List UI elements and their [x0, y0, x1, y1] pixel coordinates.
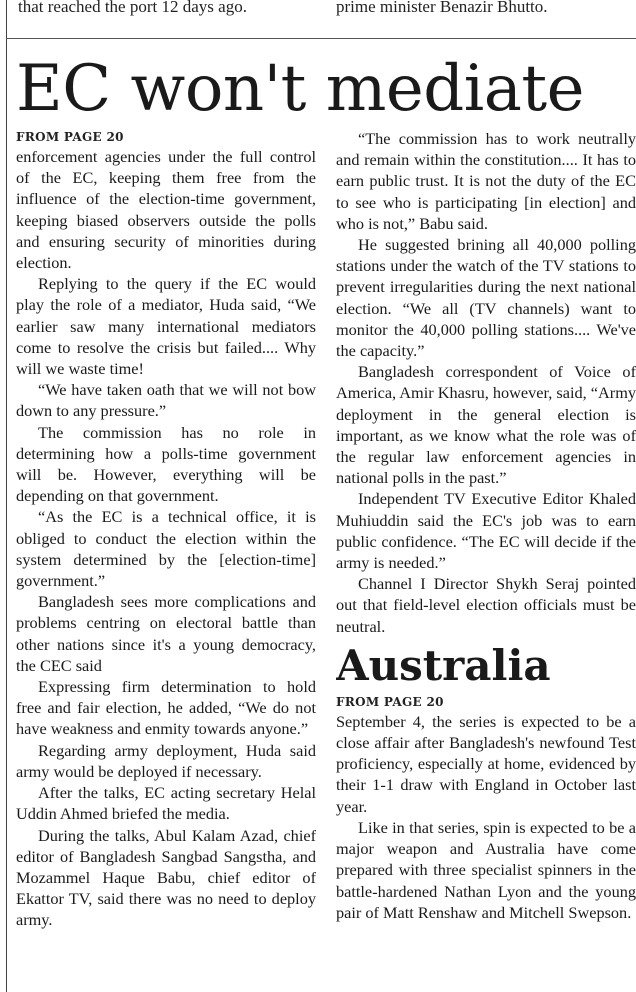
paragraph: Bangladesh correspondent of Voice of America, Amir Khasru, however, said, “Army deployment in the general election is important, as we know what the role was of the regular law enforcement agencies in national polls in the past.” — [336, 362, 636, 488]
paragraph: Like in that series, spin is expected to be a major weapon and Australia have come prepared with three specialist spinners in the battle-hardened Nathan Lyon and the young pair of Matt Renshaw and Mitchell Swepson. — [336, 817, 636, 922]
continuation-kicker: FROM PAGE 20 — [336, 694, 444, 709]
australia-headline: Australia — [336, 640, 551, 690]
headline: EC won't mediate — [16, 52, 584, 126]
paragraph: Bangladesh sees more complications and problems centring on electoral battle than other nations since it's a young democracy, the CEC said — [16, 592, 316, 675]
column-frame-line — [6, 0, 7, 992]
paragraph: “As the EC is a technical office, it is obliged to conduct the election within the system determined by the [election-time] government.” — [16, 507, 316, 591]
previous-story-tail-right: prime minister Benazir Bhutto. — [336, 0, 548, 16]
paragraph: During the talks, Abul Kalam Azad, chief editor of Bangladesh Sangbad Sangstha, and Mozammel Haque Babu, chief editor of Ekattor TV, said there was no need to deploy army. — [16, 825, 316, 930]
previous-story-tail-left: that reached the port 12 days ago. — [18, 0, 247, 16]
paragraph: Channel I Director Shykh Seraj pointed out that field-level election officials must be neutral. — [336, 574, 636, 636]
paragraph: Replying to the query if the EC would play the role of a mediator, Huda said, “We earlier saw many international mediators come to resolve the crisis but failed.... Why will we waste time! — [16, 274, 316, 379]
paragraph: September 4, the series is expected to be a close affair after Bangladesh's newfound Test proficiency, especially at home, evidenced by their 1-1 draw with England in October last year. — [336, 711, 636, 816]
continuation-kicker: FROM PAGE 20 — [16, 130, 124, 144]
paragraph: He suggested brining all 40,000 polling stations under the watch of the TV stations to prevent irregularities during the next national election. “We all (TV channels) want to monitor the 40,000 polling stations.... We've the capacity.” — [336, 235, 636, 361]
paragraph: The commission has no role in determining how a polls-time government will be. However, everything will be depending on that government. — [16, 422, 316, 506]
paragraph: “We have taken oath that we will not bow down to any pressure.” — [16, 380, 316, 421]
right-column — [336, 128, 636, 992]
left-column — [16, 128, 316, 992]
paragraph: “The commission has to work neutrally and remain within the constitution.... It has to earn public trust. It is not the duty of the EC to see who is participating [in election] and who is not,” Babu said. — [336, 129, 636, 233]
paragraph: Regarding army deployment, Huda said army would be deployed if necessary. — [16, 740, 316, 781]
section-divider — [6, 38, 636, 39]
paragraph: Expressing firm determination to hold free and fair election, he added, “We do not have weakness and enmity towards anyone.” — [16, 677, 316, 739]
paragraph: enforcement agencies under the full control of the EC, keeping them free from the influence of the election-time government, keeping biased observers outside the polls and ensuring security of minorities during election. — [16, 147, 316, 273]
paragraph: After the talks, EC acting secretary Helal Uddin Ahmed briefed the media. — [16, 783, 316, 824]
paragraph: Independent TV Executive Editor Khaled Muhiuddin said the EC's job was to earn public confidence. “The EC will decide if the army is needed.” — [336, 489, 636, 573]
